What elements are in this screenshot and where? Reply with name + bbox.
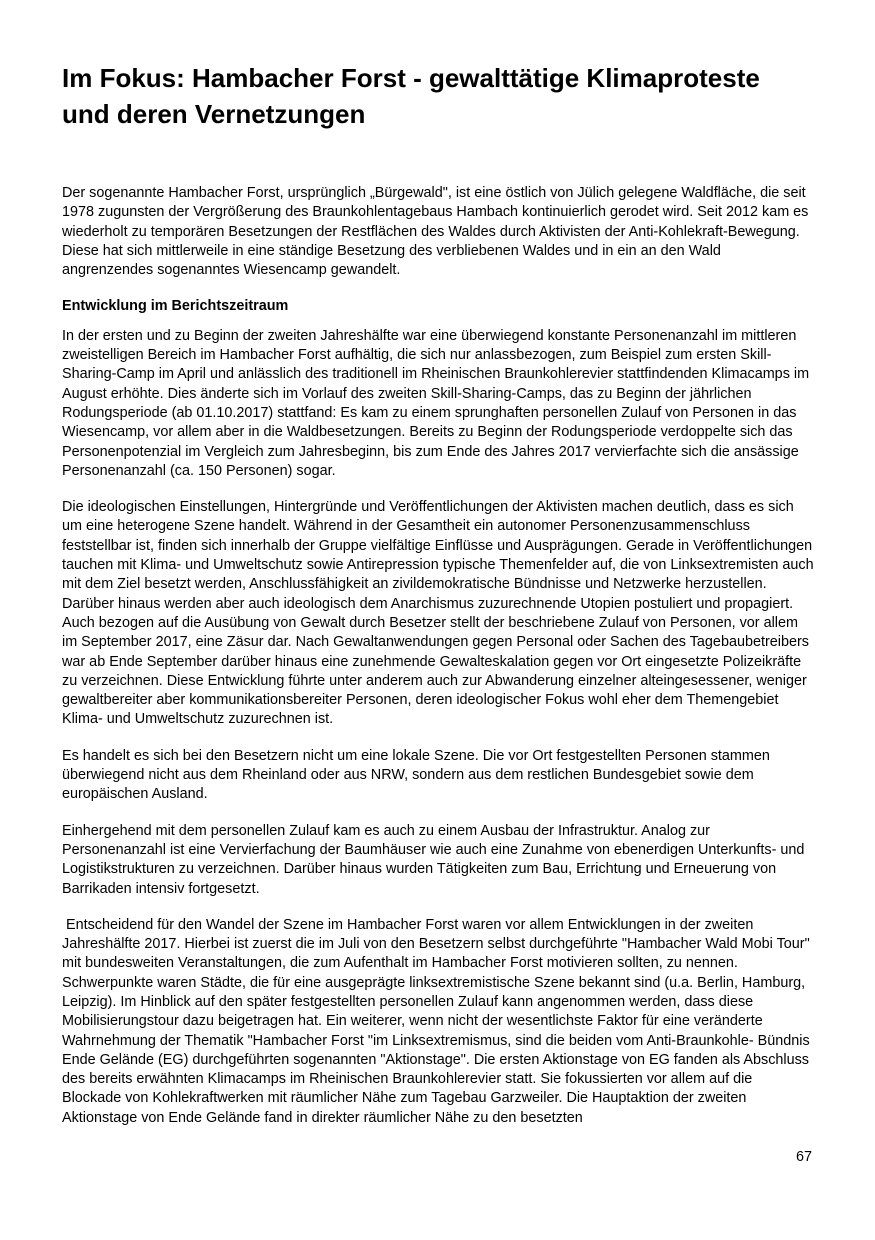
body-paragraph-2: Die ideologischen Einstellungen, Hintergründe und Veröffentlichungen der Aktivisten machen deutlich, dass es sich um eine heterogene Szene handelt. Während in der Gesamtheit ein autonomer Personenzusammenschluss feststellbar ist, finden sich innerhalb der Gruppe vielfältige Einflüsse und Ausprägungen. Gerade in Veröffentlichungen tauchen mit Klima- und Umweltschutz sowie Antirepression typische Themenfelder auf, die von Linksextremisten auch mit dem Ziel besetzt werden, Anschlussfähigkeit an zivildemokratische Bündnisse und Netzwerke herzustellen. Darüber hinaus werden aber auch ideologisch dem Anarchismus zuzurechnende Utopien postuliert und propagiert. Auch bezogen auf die Ausübung von Gewalt durch Besetzer stellt der beschriebene Zulauf von Personen, vor allem im September 2017, eine Zäsur dar. Nach Gewaltanwendungen gegen Personal oder Sachen des Tagebaubetreibers war ab Ende September darüber hinaus eine zunehmende Gewalteskalation gegen vor Ort eingesetzte Polizeikräfte zu verzeichnen. Diese Entwicklung führte unter anderem auch zur Abwanderung einzelner alteingesessener, weniger gewaltbereiter aber kommunikationsbereiter Personen, deren ideologischer Fokus wohl eher dem Themengebiet Klima- und Umweltschutz zuzurechnen ist. bbox=[62, 499, 814, 728]
page-number: 67 bbox=[795, 1149, 812, 1165]
document-body bbox=[62, 184, 814, 1145]
body-paragraph-4: Einhergehend mit dem personellen Zulauf kam es auch zu einem Ausbau der Infrastruktur. Analog zur Personenanzahl ist eine Vervierfachung der Baumhäuser wie auch eine Zunahme von ebenerdigen Unterkunfts- und Logistikstrukturen zu verzeichnen. Darüber hinaus wurden Tätigkeiten zum Bau, Errichtung und Erneuerung von Barrikaden intensiv fortgesetzt. bbox=[62, 822, 805, 897]
body-paragraph-3: Es handelt es sich bei den Besetzern nicht um eine lokale Szene. Die vor Ort festgestellten Personen stammen überwiegend nicht aus dem Rheinland oder aus NRW, sondern aus dem restlichen Bundesgebiet sowie dem europäischen Ausland. bbox=[62, 747, 770, 803]
page-title: Im Fokus: Hambacher Forst - gewalttätige Klimaproteste und deren Vernetzungen bbox=[62, 63, 760, 129]
body-paragraph-5: Entscheidend für den Wandel der Szene im Hambacher Forst waren vor allem Entwicklungen in der zweiten Jahreshälfte 2017. Hierbei ist zuerst die im Juli von den Besetzern selbst durchgeführte "Hambacher Wald Mobi Tour" mit bundesweiten Veranstaltungen, die zum Aufenthalt im Hambacher Forst motivieren sollten, zu nennen. Schwerpunkte waren Städte, die für eine ausgeprägte linksextremistische Szene bekannt sind (u.a. Berlin, Hamburg, Leipzig). Im Hinblick auf den später festgestellten personellen Zulauf kann angenommen werden, dass diese Mobilisierungstour dazu beigetragen hat. Ein weiterer, wenn nicht der wesentlichste Faktor für eine veränderte Wahrnehmung der Thematik "Hambacher Forst "im Linksextremismus, sind die beiden vom Anti-Braunkohle- Bündnis Ende Gelände (EG) durchgeführten sogenannten "Aktionstage". Die ersten Aktionstage von EG fanden als Abschluss des bereits erwähnten Klimacamps im Rheinischen Braunkohlerevier statt. Sie fokussierten vor allem auf die Blockade von Kohlekraftwerken mit räumlicher Nähe zum Tagebau Garzweiler. Die Hauptaktion der zweiten Aktionstage von Ende Gelände fand in direkter räumlicher Nähe zu den besetzten bbox=[62, 916, 814, 1126]
section-heading: Entwicklung im Berichtszeitraum bbox=[62, 298, 289, 315]
intro-paragraph: Der sogenannte Hambacher Forst, ursprünglich „Bürgewald", ist eine östlich von Jülich gelegene Waldfläche, die seit 1978 zugunsten der Vergrößerung des Braunkohlentagebaus Hambach kontinuierlich gerodet wird. Seit 2012 kam es wiederholt zu temporären Besetzungen der Restflächen des Waldes durch Aktivisten der Anti-Kohlekraft-Bewegung. Diese hat sich mittlerweile in eine ständige Besetzung des verbliebenen Waldes und in ein an den Wald angrenzendes sogenanntes Wiesencamp gewandelt. bbox=[62, 185, 809, 279]
body-paragraph-1: In der ersten und zu Beginn der zweiten Jahreshälfte war eine überwiegend konstante Personenanzahl im mittleren zweistelligen Bereich im Hambacher Forst aufhältig, die sich nur anlassbezogen, zum Beispiel zum ersten Skill-Sharing-Camp im April und anlässlich des traditionell im Rheinischen Braunkohlerevier stattfindenden Klimacamps im August erhöhte. Dies änderte sich im Vorlauf des zweiten Skill-Sharing-Camps, das zu Beginn der jährlichen Rodungsperiode (ab 01.10.2017) stattfand: Es kam zu einem sprunghaften personellen Zulauf von Personen in das Wiesencamp, vor allem aber in die Waldbesetzungen. Bereits zu Beginn der Rodungsperiode verdoppelte sich das Personenpotenzial im Vergleich zum Jahresbeginn, bis zum Ende des Jahres 2017 vervierfachte sich die ansässige Personenanzahl (ca. 150 Personen) sogar. bbox=[62, 327, 810, 479]
